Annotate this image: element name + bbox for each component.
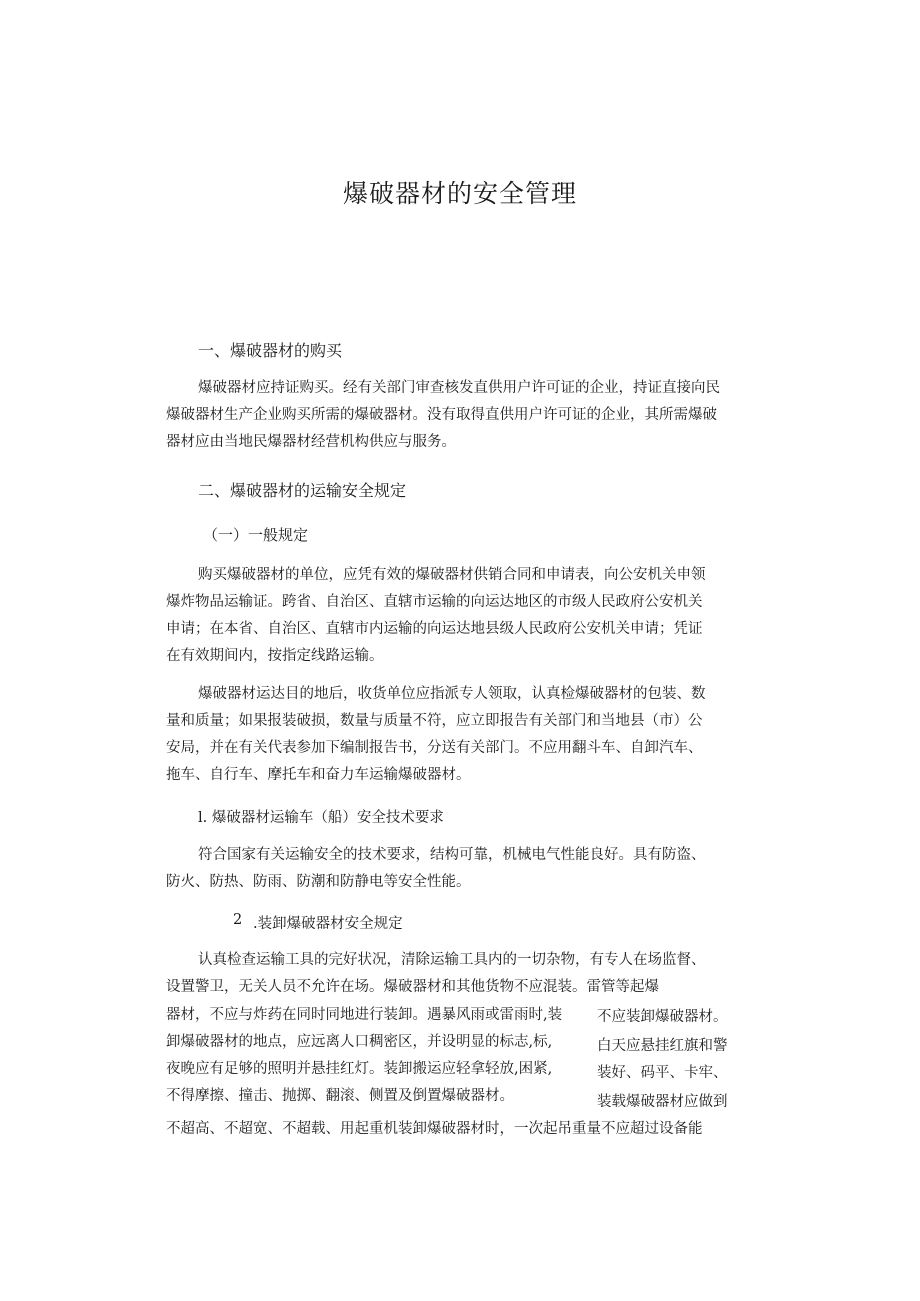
text-line: 拖车、自行车、摩托车和奋力车运输爆破器材。 bbox=[166, 767, 471, 783]
text-line: 爆炸物品运输证。跨省、自治区、直辖市运输的向运达地区的市级人民政府公安机关 bbox=[166, 594, 703, 610]
item-1-heading: l. 爆破器材运输车（船）安全技术要求 bbox=[198, 810, 444, 826]
text-line: 器材，不应与炸药在同时同地进行装卸。遇暴风雨或雷雨时,装 bbox=[166, 1007, 563, 1023]
document-title: 爆破器材的安全管理 bbox=[342, 179, 577, 208]
text-line: 申请；在本省、自治区、直辖市内运输的向运达地县级人民政府公安机关申请；凭证 bbox=[166, 621, 703, 637]
subsection-heading: （一）一般规定 bbox=[203, 526, 309, 544]
text-line: 不超高、不超宽、不超载、用起重机装卸爆破器材时，一次起吊重量不应超过设备能 bbox=[166, 1121, 703, 1137]
section-1-heading: 一、爆破器材的购买 bbox=[198, 341, 343, 360]
text-line: 购买爆破器材的单位，应凭有效的爆破器材供销合同和申请表，向公安机关申领 bbox=[198, 567, 706, 583]
item-2-number: 2 bbox=[233, 912, 243, 928]
text-line: 防火、防热、防雨、防潮和防静电等安全性能。 bbox=[166, 874, 471, 890]
text-line: 不得摩擦、撞击、抛掷、翻滚、侧置及倒置爆破器材。 bbox=[166, 1088, 514, 1104]
text-line: 白天应悬挂红旗和警 bbox=[597, 1038, 728, 1054]
text-line: 夜晚应有足够的照明并悬挂红灯。装卸搬运应轻拿轻放,困紧, bbox=[166, 1061, 553, 1077]
section-2-heading: 二、爆破器材的运输安全规定 bbox=[198, 481, 407, 500]
text-line: 爆破器材运达目的地后，收货单位应指派专人领取，认真检爆破器材的包装、数 bbox=[198, 686, 706, 702]
text-line: 不应装卸爆破器材。 bbox=[597, 1009, 728, 1025]
text-line: 符合国家有关运输安全的技术要求，结构可靠，机械电气性能良好。具有防盗、 bbox=[198, 847, 706, 863]
text-line: 量和质量；如果报装破损，数量与质量不符，应立即报告有关部门和当地县（市）公 bbox=[166, 713, 703, 729]
text-line: 爆破器材生产企业购买所需的爆破器材。没有取得直供用户许可证的企业，其所需爆破 bbox=[166, 407, 717, 423]
text-line: 爆破器材应持证购买。经有关部门审查核发直供用户许可证的企业，持证直接向民 bbox=[198, 380, 720, 396]
item-2-heading: .装卸爆破器材安全规定 bbox=[253, 916, 403, 932]
text-line: 装好、码平、卡牢、 bbox=[597, 1065, 728, 1081]
text-line: 安局，并在有关代表参加下编制报告书，分送有关部门。不应用翻斗车、自卸汽车、 bbox=[166, 740, 703, 756]
text-line: 在有效期间内，按指定线路运输。 bbox=[166, 648, 384, 664]
text-line: 器材应由当地民爆器材经营机构供应与服务。 bbox=[166, 434, 456, 450]
text-line: 认真检查运输工具的完好状况，清除运输工具内的一切杂物，有专人在场监督、 bbox=[198, 952, 706, 968]
text-line: 卸爆破器材的地点，应远离人口稠密区，并设明显的标志,标, bbox=[166, 1034, 553, 1050]
text-line: 装载爆破器材应做到 bbox=[597, 1094, 728, 1110]
text-line: 设置警卫，无关人员不允许在场。爆破器材和其他货物不应混装。雷管等起爆 bbox=[166, 979, 659, 995]
